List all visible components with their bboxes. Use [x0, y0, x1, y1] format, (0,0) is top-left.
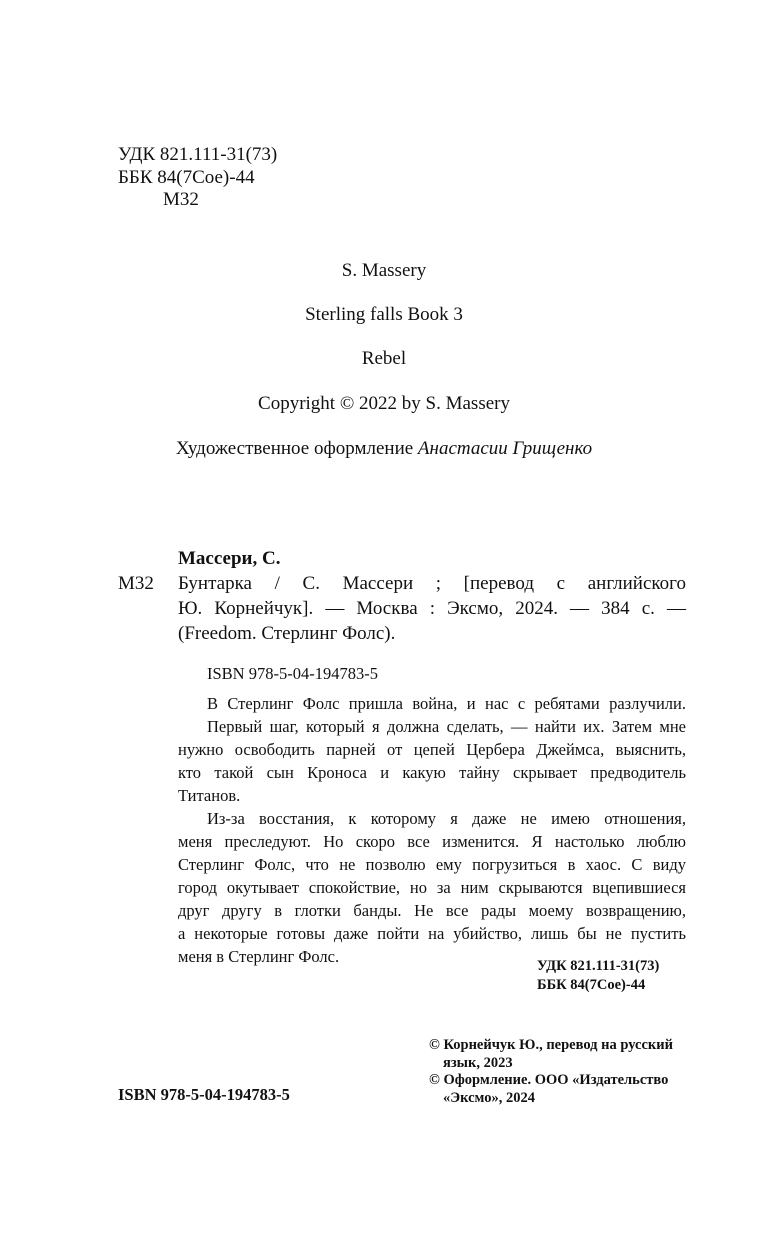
annotation-line-4: кто такой сын Кроноса и какую тайну скрывает предводитель	[178, 763, 686, 782]
biblio-line-1: Бунтарка / С. Массери ; [перевод с английского	[178, 573, 686, 594]
annotation-line-1: В Стерлинг Фолс пришла война, и нас с ребятами разлучили.	[207, 694, 686, 713]
annotation-line-2: Первый шаг, который я должна сделать, — найти их. Затем мне	[207, 717, 686, 736]
copyright-translation: © Корнейчук Ю., перевод на русский	[429, 1037, 673, 1053]
original-author: S. Massery	[341, 260, 427, 281]
udk-code: УДК 821.111-31(73)	[118, 144, 278, 165]
bottom-udk: УДК 821.111-31(73)	[537, 958, 660, 974]
annotation-line-10: друг другу в глотки банды. Не все рады моему возвращению,	[178, 901, 686, 920]
original-series: Sterling falls Book 3	[305, 304, 463, 325]
annotation-line-7: меня преследуют. Но скоро все изменится. Я настолько люблю	[178, 832, 686, 851]
annotation-line-6: Из-за восстания, к которому я даже не имею отношения,	[207, 809, 686, 828]
original-title: Rebel	[361, 348, 407, 369]
design-credit-prefix: Художественное оформление	[175, 438, 414, 459]
biblio-line-2: Ю. Корнейчук]. — Москва : Эксмо, 2024. — 384 с. —	[178, 598, 686, 619]
author-mark: М32	[163, 189, 199, 210]
annotation-line-5: Титанов.	[178, 786, 241, 805]
design-credit	[0, 438, 768, 460]
biblio-isbn: ISBN 978-5-04-194783-5	[207, 664, 378, 683]
design-credit-name: Анастасии Грищенко	[417, 438, 593, 459]
copyright-line: Copyright © 2022 by S. Massery	[258, 393, 510, 414]
bottom-bbk: ББК 84(7Сое)-44	[537, 977, 646, 993]
annotation-line-9: город окутывает спокойствие, но за ним скрываются вцепившиеся	[178, 878, 686, 897]
bottom-isbn: ISBN 978-5-04-194783-5	[118, 1085, 290, 1104]
biblio-line-3: (Freedom. Стерлинг Фолс).	[178, 623, 396, 644]
copyright-design-publisher: «Эксмо», 2024	[443, 1090, 535, 1106]
annotation-line-8: Стерлинг Фолс, что не позволю ему погрузиться в хаос. С виду	[178, 855, 686, 874]
biblio-mark: М32	[118, 573, 154, 594]
annotation-line-11: а некоторые готовы даже пойти на убийство, лишь бы не пустить	[178, 924, 686, 943]
bbk-code: ББК 84(7Сое)-44	[118, 167, 255, 188]
annotation-line-12: меня в Стерлинг Фолс.	[178, 947, 340, 966]
annotation-line-3: нужно освободить парней от цепей Цербера Джеймса, выяснить,	[178, 740, 686, 759]
biblio-author: Массери, С.	[178, 548, 281, 569]
copyright-design: © Оформление. ООО «Издательство	[429, 1072, 669, 1088]
copyright-translation-year: язык, 2023	[443, 1055, 513, 1071]
